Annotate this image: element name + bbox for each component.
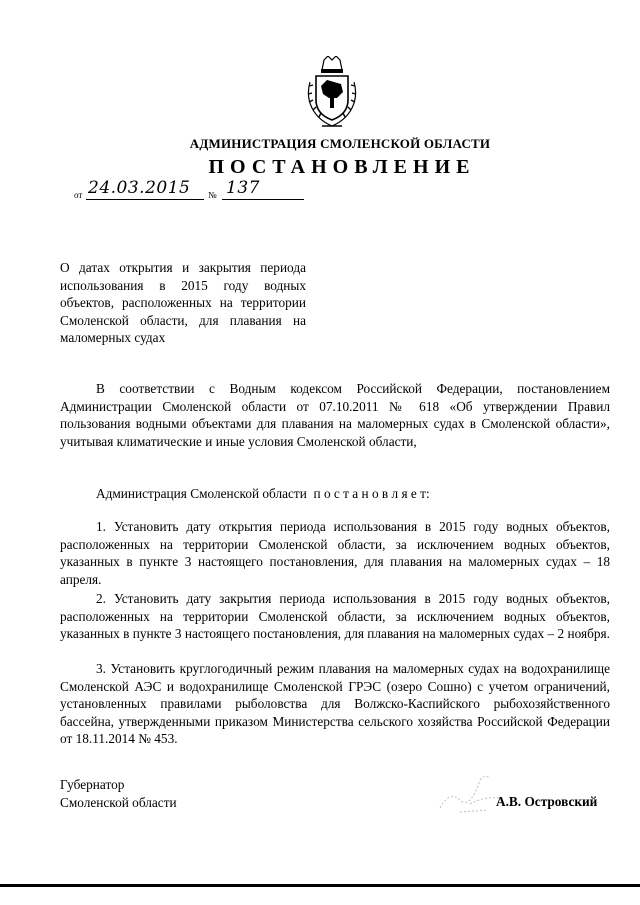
signatory-name: А.В. Островский: [496, 794, 598, 809]
document-date: 24.03.2015: [88, 178, 191, 198]
decree-statement: Администрация Смоленской области п о с т а н о в л я е т:: [96, 486, 430, 501]
signatory-title-line-1: Губернатор: [60, 777, 125, 792]
number-underline: [222, 199, 304, 200]
handwritten-signature: [430, 760, 520, 820]
date-prefix-label: от: [74, 190, 83, 200]
clause-1: 1. Установить дату открытия периода использования в 2015 году водных объектов, расположенных на территории Смоленской области, за исключением водных объектов, указанных в пункте 3 настоящего постановления, для плавания на маломерных судах – 18 апреля.: [60, 519, 610, 587]
document-number: 137: [226, 178, 260, 198]
date-number-line: [74, 178, 314, 204]
signatory-title-line-2: Смоленской области: [60, 794, 177, 810]
document-subject: О датах открытия и закрытия периода использования в 2015 году водных объектов, расположенных на территории Смоленской области, для плавания на маломерных судах: [60, 260, 306, 346]
clause-2: 2. Установить дату закрытия периода использования в 2015 году водных объектов, расположенных на территории Смоленской области, за исключением водных объектов, указанных в пункте 3 настоящего постановления, для плавания на маломерных судах – 2 ноября.: [60, 591, 610, 642]
coat-of-arms-icon: [306, 56, 358, 130]
number-label: №: [208, 190, 217, 200]
organization-name: АДМИНИСТРАЦИЯ СМОЛЕНСКОЙ ОБЛАСТИ: [189, 136, 491, 151]
document-type-title: ПОСТАНОВЛЕНИЕ: [208, 156, 476, 178]
preamble-paragraph: В соответствии с Водным кодексом Российской Федерации, постановлением Администрации Смоленской области от 07.10.2011 № 618 «Об утверждении Правил пользования водными объектами для плавания на маломерных судах в Смоленской области», учитывая климатические и иные условия Смоленской области,: [60, 381, 610, 449]
date-underline: [86, 199, 204, 200]
clause-3: 3. Установить круглогодичный режим плавания на маломерных судах на водохранилище Смоленской АЭС и водохранилище Смоленской ГРЭС (озеро Сошно) с учетом ограничений, установленных правилами рыболовства для Волжско-Каспийского рыбохозяйственного бассейна, утвержденными приказом Министерства сельского хозяйства Российской Федерации от 18.11.2014 № 453.: [60, 661, 610, 747]
signatory-title: [60, 776, 177, 811]
bottom-border-line: [0, 884, 640, 887]
